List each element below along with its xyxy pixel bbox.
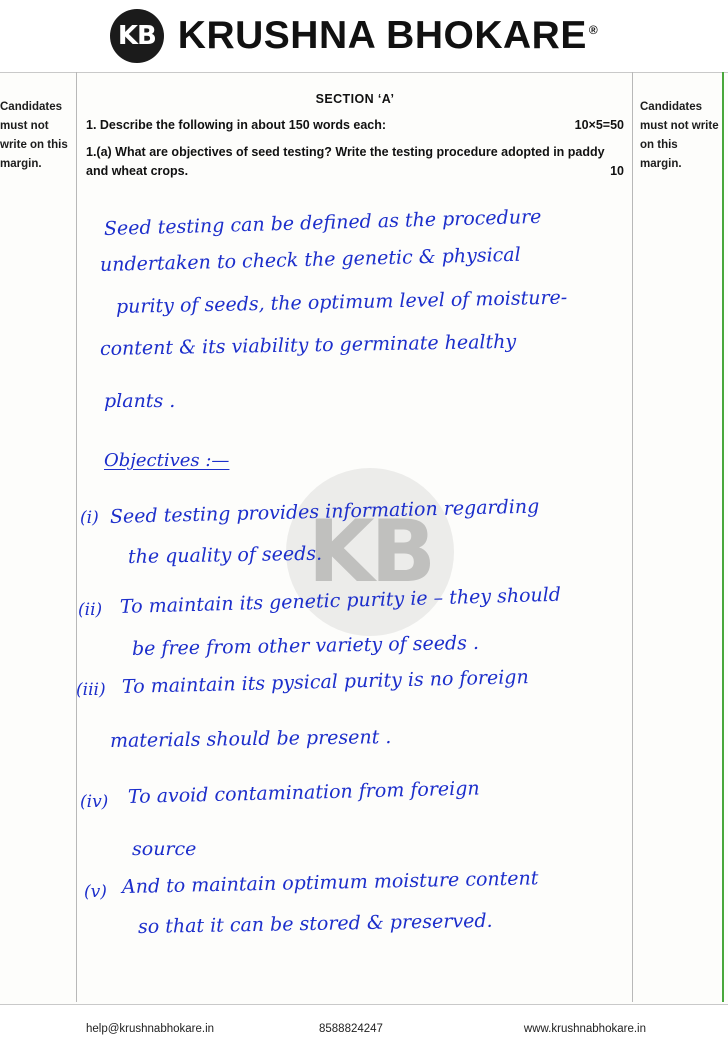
point-marker-i: (i) [80, 508, 99, 528]
objectives-heading-text: Objectives :— [104, 450, 230, 471]
page-header [0, 0, 728, 73]
point-v-line-2: so that it can be stored & preserved. [137, 909, 493, 938]
kb-watermark-icon: KB [286, 468, 454, 636]
question-1a-text: 1.(a) What are objectives of seed testing? Write the testing procedure adopted in paddy and wheat crops. [86, 145, 605, 178]
brand-title [178, 14, 598, 58]
point-iv-line-1: To avoid contamination from foreign [127, 777, 480, 808]
handwritten-line-4: content & its viability to germinate healthy [99, 330, 517, 360]
left-margin-note: Candidates must not write on this margin. [0, 101, 68, 170]
left-margin-rule [76, 72, 77, 1002]
page-footer [0, 1004, 728, 1056]
brand-row [110, 9, 598, 63]
handwritten-line-2: undertaken to check the genetic & physical [99, 243, 521, 276]
section-title: SECTION ‘A’ [315, 92, 395, 106]
point-marker-ii: (ii) [78, 600, 103, 620]
right-margin-note: Candidates must not write on this margin. [640, 101, 719, 170]
footer-phone[interactable]: 8588824247 [318, 1023, 383, 1035]
point-iii-line-1: To maintain its pysical purity is no foreign [121, 666, 529, 698]
handwritten-line-1: Seed testing can be defined as the procedure [103, 205, 542, 240]
question-1a-block [86, 143, 624, 181]
point-i-line-2: the quality of seeds. [127, 542, 323, 568]
question-1-marks: 10×5=50 [574, 118, 624, 132]
printed-question-block [86, 92, 624, 181]
handwritten-line-3: purity of seeds, the optimum level of moisture- [115, 286, 568, 318]
point-iii-line-2: materials should be present . [109, 726, 392, 752]
kb-monogram-icon: KB [110, 9, 164, 63]
point-marker-v: (v) [84, 882, 107, 902]
footer-website[interactable]: www.krushnabhokare.in [523, 1023, 646, 1035]
point-i-line-1: Seed testing provides information regarding [109, 495, 540, 528]
registered-trademark-icon: ® [588, 23, 599, 37]
handwritten-line-5: plants . [104, 390, 176, 412]
question-1-text: 1. Describe the following in about 150 words each: [86, 118, 387, 132]
point-iv-line-2: source [132, 838, 197, 860]
question-1a-marks: 10 [610, 163, 624, 178]
point-v-line-1: And to maintain optimum moisture content [121, 867, 539, 898]
point-ii-line-2: be free from other variety of seeds . [131, 631, 480, 660]
footer-email[interactable]: help@krushnabhokare.in [86, 1023, 215, 1035]
right-margin-rule [632, 72, 633, 1002]
question-1-line [86, 116, 624, 134]
footer-contact-row [86, 1023, 646, 1035]
green-edge-rule [722, 72, 724, 1002]
objectives-heading [104, 450, 229, 471]
brand-title-text: KRUSHNA BHOKARE [177, 14, 587, 57]
point-ii-line-1: To maintain its genetic purity ie – they should [119, 583, 562, 618]
point-marker-iv: (iv) [80, 792, 109, 812]
point-marker-iii: (iii) [76, 680, 106, 700]
